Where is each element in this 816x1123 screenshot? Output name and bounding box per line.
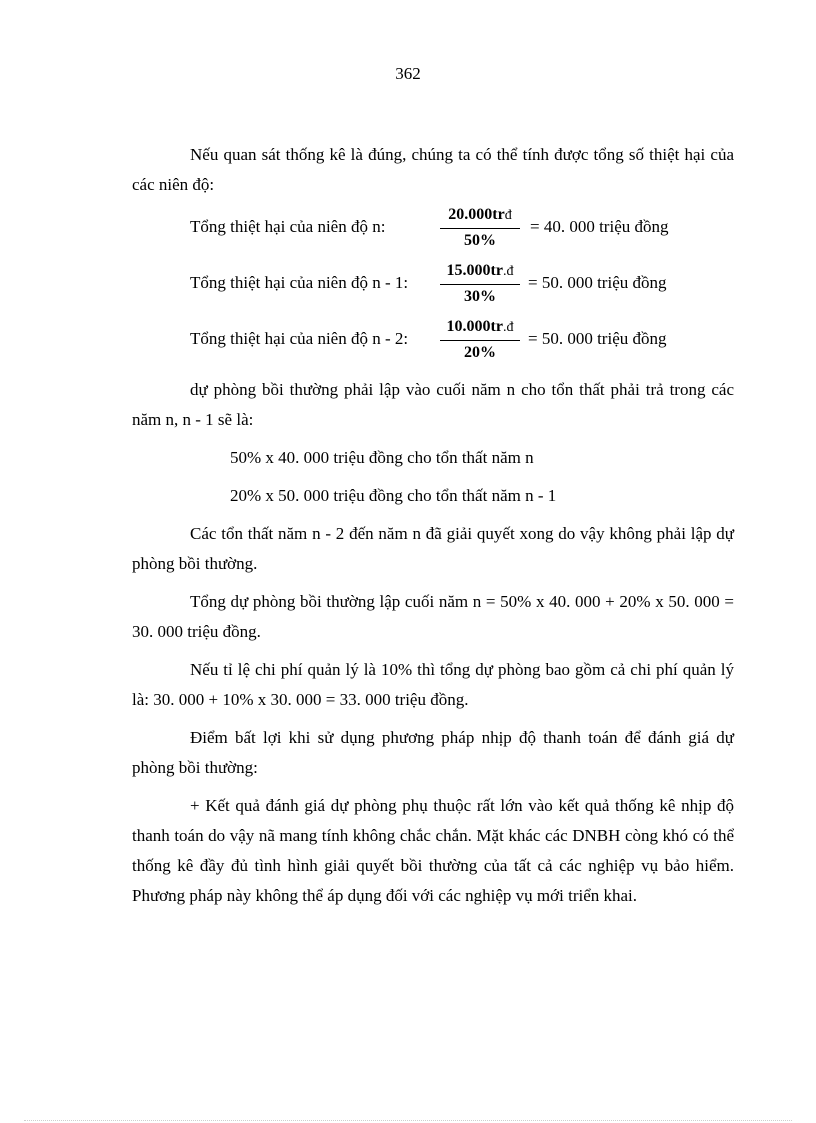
fraction-bar — [440, 340, 520, 341]
footer-divider — [24, 1120, 792, 1121]
fraction — [440, 317, 520, 363]
fraction — [440, 261, 520, 307]
fraction-unit: .đ — [502, 264, 514, 279]
reserve-intro-paragraph: dự phòng bồi thường phải lập vào cuối năm n cho tổn thất phải trả trong các năm n, n - 1 sẽ là: — [132, 380, 734, 429]
fraction-bar — [440, 284, 520, 285]
calc-label: Tổng thiệt hại của niên độ n - 1: — [190, 273, 409, 292]
fraction — [440, 205, 520, 251]
fraction-numerator: 15.000tr — [446, 262, 503, 279]
calc-result: = 40. 000 triệu đồng — [530, 217, 669, 236]
reserve-item: 50% x 40. 000 triệu đồng cho tổn thất năm n — [230, 448, 534, 467]
fraction-numerator: 10.000tr — [446, 318, 503, 335]
calc-row-n — [190, 205, 750, 255]
body-paragraph: Các tổn thất năm n - 2 đến năm n đã giải quyết xong do vậy không phải lập dự phòng bồi thường. — [132, 524, 734, 573]
page-number: 362 — [395, 64, 421, 83]
calc-label: Tổng thiệt hại của niên độ n - 2: — [190, 329, 409, 348]
fraction-unit: đ — [504, 208, 512, 223]
fraction-numerator: 20.000tr — [448, 206, 505, 223]
calc-result: = 50. 000 triệu đồng — [528, 273, 667, 292]
fraction-denominator: 20% — [464, 344, 496, 361]
fraction-denominator: 30% — [464, 288, 496, 305]
calc-result: = 50. 000 triệu đồng — [528, 329, 667, 348]
fraction-denominator: 50% — [464, 232, 496, 249]
fraction-unit: .đ — [502, 320, 514, 335]
calc-row-n-1 — [190, 261, 750, 311]
body-paragraph: Tổng dự phòng bồi thường lập cuối năm n = 50% x 40. 000 + 20% x 50. 000 = 30. 000 triệu đồng. — [132, 592, 734, 641]
calc-row-n-2 — [190, 317, 750, 367]
calc-label: Tổng thiệt hại của niên độ n: — [190, 217, 386, 236]
body-paragraph: Nếu tỉ lệ chi phí quản lý là 10% thì tổng dự phòng bao gồm cả chi phí quản lý là: 30. 000 + 10% x 30. 000 = 33. 000 triệu đồng. — [132, 660, 734, 709]
body-paragraph: + Kết quả đánh giá dự phòng phụ thuộc rất lớn vào kết quả thống kê nhịp độ thanh toán do vậy nã mang tính không chắc chắn. Mặt khác các DNBH còng khó có thể thống kê đầy đủ tình hình giải quyết bồi thường của tất cả các nghiệp vụ bảo hiểm. Phương pháp này không thể áp dụng đối với các nghiệp vụ mới triển khai. — [132, 796, 734, 905]
body-paragraph: Điểm bất lợi khi sử dụng phương pháp nhịp độ thanh toán để đánh giá dự phòng bồi thường: — [132, 728, 734, 777]
reserve-item: 20% x 50. 000 triệu đồng cho tổn thất năm n - 1 — [230, 486, 557, 505]
fraction-bar — [440, 228, 520, 229]
intro-paragraph: Nếu quan sát thống kê là đúng, chúng ta có thể tính được tổng số thiệt hại của các niên độ: — [132, 145, 734, 194]
